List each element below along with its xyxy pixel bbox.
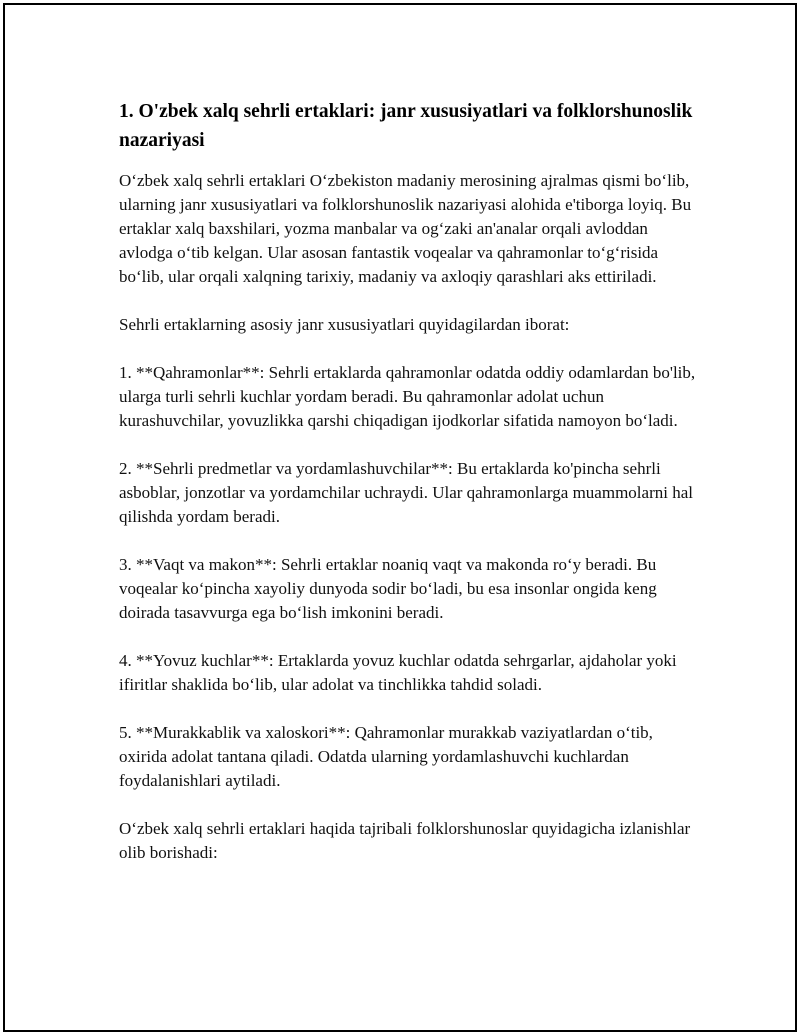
- paragraph-item-evil-forces: 4. **Yovuz kuchlar**: Ertaklarda yovuz kuchlar odatda sehrgarlar, ajdaholar yoki ifiritlar shaklida bo‘lib, ular adolat va tinchlikka tahdid soladi.: [119, 651, 677, 694]
- paragraph-item-complexity: 5. **Murakkablik va xaloskori**: Qahramonlar murakkab vaziyatlardan o‘tib, oxirida adolat tantana qiladi. Odatda ularning yordamlashuvchi kuchlardan foydalanishlari aytiladi.: [119, 723, 653, 790]
- section-heading: 1. O'zbek xalq sehrli ertaklari: janr xususiyatlari va folklorshunoslik nazariyasi: [119, 101, 693, 151]
- paragraph-features-lead: Sehrli ertaklarning asosiy janr xususiyatlari quyidagilardan iborat:: [119, 315, 570, 334]
- paragraph-item-magic-objects: 2. **Sehrli predmetlar va yordamlashuvchilar**: Bu ertaklarda ko'pincha sehrli asboblar, jonzotlar va yordamchilar uchraydi. Ular qahramonlarga muammolarni hal qilishda yordam beradi.: [119, 459, 693, 526]
- paragraph-intro: O‘zbek xalq sehrli ertaklari O‘zbekiston madaniy merosining ajralmas qismi bo‘lib, ularning janr xususiyatlari va folklorshunoslik nazariyasi alohida e'tiborga loyiq. Bu ertaklar xalq baxshilari, yozma manbalar va og‘zaki an'analar orqali avloddan avlodga o‘tib kelgan. Ular asosan fantastik voqealar va qahramonlar to‘g‘risida bo‘lib, ular orqali xalqning tarixiy, madaniy va axloqiy qarashlari aks ettiriladi.: [119, 171, 692, 286]
- paragraph-item-time-place: 3. **Vaqt va makon**: Sehrli ertaklar noaniq vaqt va makonda ro‘y beradi. Bu voqealar ko‘pincha xayoliy dunyoda sodir bo‘ladi, bu esa insonlar ongida keng doirada tasavvurga ega bo‘lish imkonini beradi.: [119, 555, 657, 622]
- document-page: [3, 3, 797, 1032]
- document-body: [119, 97, 699, 889]
- paragraph-item-heroes: 1. **Qahramonlar**: Sehrli ertaklarda qahramonlar odatda oddiy odamlardan bo'lib, ularga turli sehrli kuchlar yordam beradi. Bu qahramonlar adolat uchun kurashuvchilar, yovuzlikka qarshi chiqadigan ijodkorlar sifatida namoyon bo‘ladi.: [119, 363, 696, 430]
- paragraph-research-lead: O‘zbek xalq sehrli ertaklari haqida tajribali folklorshunoslar quyidagicha izlanishlar olib borishadi:: [119, 819, 691, 862]
